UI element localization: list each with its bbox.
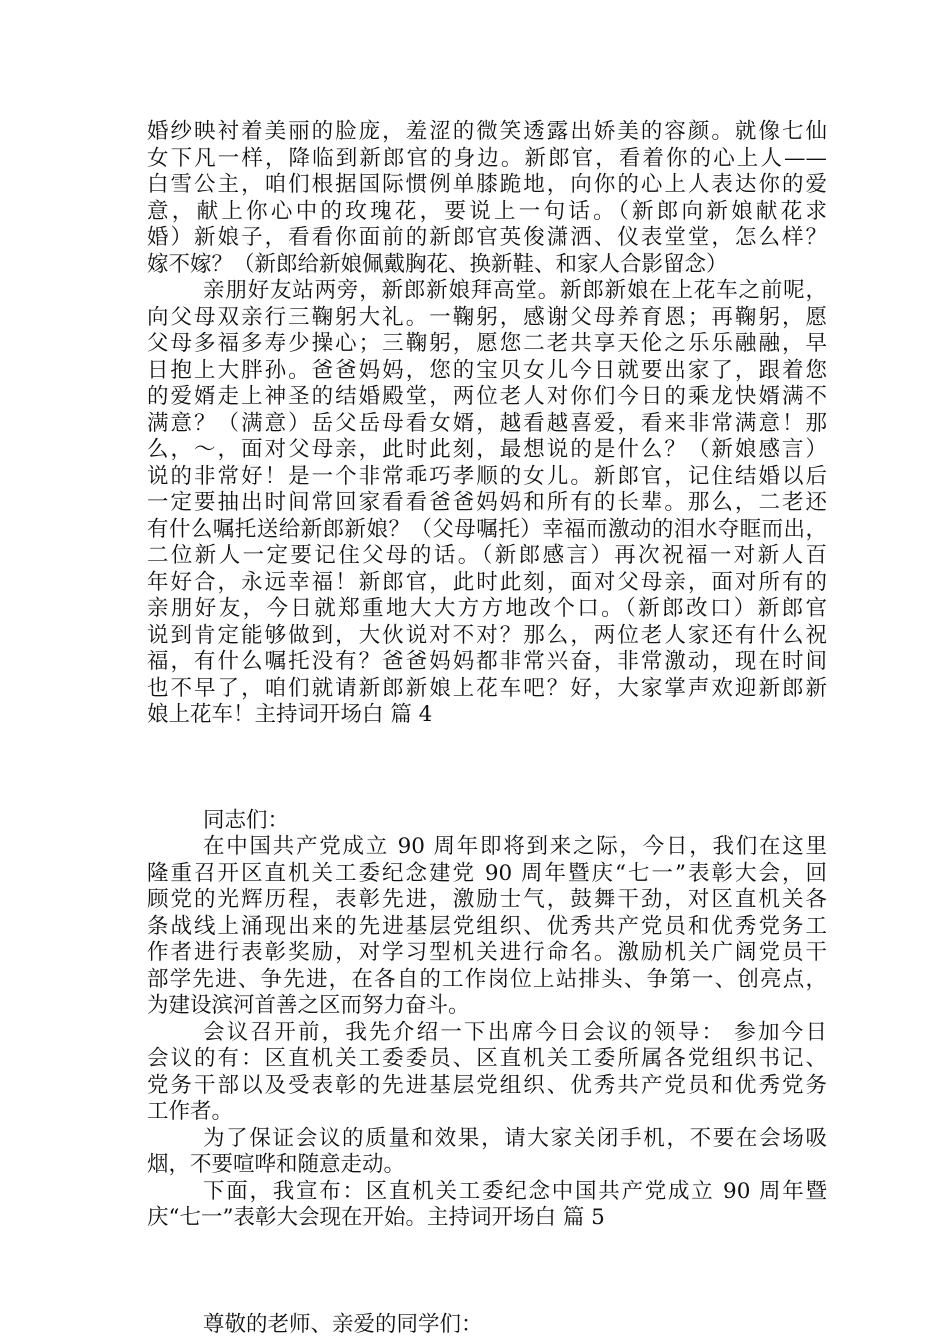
text-line: 说的非常好！是一个非常乖巧孝顺的女儿。新郎官，记住结婚以后 (147, 463, 827, 489)
text-line: 党务干部以及受表彰的先进基层党组织、优秀共产党员和优秀党务 (147, 1072, 827, 1098)
text-line: 在中国共产党成立 90 周年即将到来之际，今日，我们在这里 (203, 834, 827, 859)
text-line: 白雪公主，咱们根据国际惯例单膝跪地，向你的心上人表达你的爱 (147, 172, 827, 197)
text-line: 父母多福多寿少操心；三鞠躬，愿您二老共享天伦之乐乐融融，早 (147, 331, 827, 356)
paragraph-parents-bow (147, 278, 827, 729)
paragraph-meeting-rules (147, 1126, 827, 1179)
text-line: 向父母双亲行三鞠躬大礼。一鞠躬，感谢父母养育恩；再鞠躬，愿 (147, 304, 827, 330)
text-line: 说到肯定能够做到，大伙说对不对？那么，两位老人家还有什么祝 (147, 622, 827, 648)
salutation-comrades: 同志们： (203, 807, 290, 833)
text-line: 为建设滨河首善之区而努力奋斗。 (147, 993, 470, 1018)
section-spacer (147, 1232, 827, 1312)
text-line: 下面，我宣布：区直机关工委纪念中国共产党成立 90 周年暨 (203, 1178, 827, 1204)
text-line: 意，献上你心中的玫瑰花，要说上一句话。（新郎向新娘献花求 (147, 198, 827, 224)
text-line: 为了保证会议的质量和效果，请大家关闭手机，不要在会场吸 (203, 1125, 827, 1151)
section-heading-line: 庆“七一”表彰大会现在开始。主持词开场白 篇 5 (147, 1205, 605, 1230)
paragraph-anniversary (147, 834, 827, 1020)
paragraph-wedding-bride (147, 119, 827, 278)
text-line: 的爱婿走上神圣的结婚殿堂，两位老人对你们今日的乘龙快婿满不 (147, 384, 827, 409)
text-line: 嫁不嫁？（新郎给新娘佩戴胸花、换新鞋、和家人合影留念） (147, 251, 728, 277)
text-line: 福，有什么嘱托没有？爸爸妈妈都非常兴奋，非常激动，现在时间 (147, 649, 827, 674)
text-line: 隆重召开区直机关工委纪念建党 90 周年暨庆“七一”表彰大会，回 (147, 860, 827, 886)
text-line: 女下凡一样，降临到新郎官的身边。新郎官，看着你的心上人—— (147, 145, 827, 171)
salutation-teachers-students: 尊敬的老师、亲爱的同学们： (203, 1311, 483, 1337)
text-line: 满意？（满意）岳父岳母看女婿，越看越喜爱，看来非常满意！那 (147, 410, 827, 436)
document-body (147, 119, 827, 1338)
text-line: 顾党的光辉历程，表彰先进，激励士气，鼓舞干劲，对区直机关各 (147, 887, 827, 912)
text-line: 年好合，永远幸福！新郎官，此时此刻，面对父母亲，面对所有的 (147, 569, 827, 595)
text-line: 会议的有：区直机关工委委员、区直机关工委所属各党组织书记、 (147, 1046, 827, 1071)
text-line: 会议召开前，我先介绍一下出席今日会议的领导： 参加今日 (203, 1019, 827, 1045)
text-line: 作者进行表彰奖励，对学习型机关进行命名。激励机关广阔党员干 (147, 940, 827, 965)
text-line: 日抱上大胖孙。爸爸妈妈，您的宝贝女儿今日就要出家了，跟着您 (147, 357, 827, 383)
text-line: 二位新人一定要记住父母的话。（新郎感言）再次祝福一对新人百 (147, 543, 827, 568)
paragraph-announcement (147, 1179, 827, 1232)
text-line: 条战线上涌现出来的先进基层党组织、优秀共产党员和优秀党务工 (147, 913, 827, 939)
text-line: 也不早了，咱们就请新郎新娘上花车吧？好，大家掌声欢迎新郎新 (147, 675, 827, 701)
text-line: 亲朋好友站两旁，新郎新娘拜高堂。新郎新娘在上花车之前呢， (203, 278, 827, 303)
text-line: 部学先进、争先进，在各自的工作岗位上站排头、争第一、创亮点， (147, 966, 827, 992)
paragraph-attendees (147, 1020, 827, 1126)
text-line: 婚纱映衬着美丽的脸庞，羞涩的微笑透露出娇美的容颜。就像七仙 (147, 119, 827, 144)
section-spacer (147, 729, 827, 808)
text-line: 烟，不要喧哗和随意走动。 (147, 1152, 406, 1177)
text-line: 工作者。 (147, 1099, 234, 1124)
text-line: 一定要抽出时间常回家看看爸爸妈妈和所有的长辈。那么，二老还 (147, 490, 827, 515)
text-line: 么，～，面对父母亲，此时此刻，最想说的是什么？（新娘感言） (147, 437, 827, 462)
section-heading-line: 娘上花车！主持词开场白 篇 4 (147, 702, 433, 727)
text-line: 亲朋好友，今日就郑重地大大方方地改个口。（新郎改口）新郎官 (147, 596, 827, 621)
text-line: 有什么嘱托送给新郎新娘？（父母嘱托）幸福而激动的泪水夺眶而出， (147, 516, 827, 542)
text-line: 婚）新娘子，看看你面前的新郎官英俊潇洒、仪表堂堂，怎么样？ (147, 225, 827, 250)
